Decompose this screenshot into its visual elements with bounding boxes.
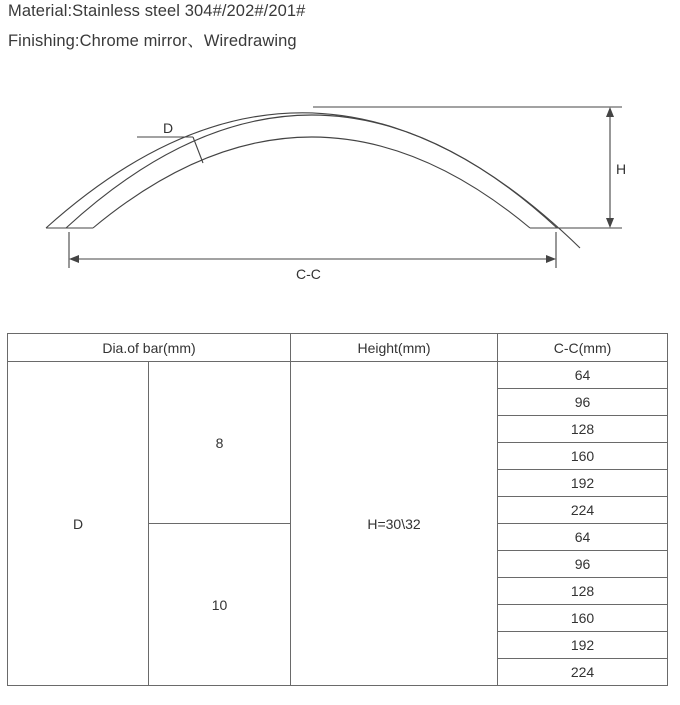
- cc-cell: 192: [498, 470, 668, 497]
- cc-cell: 96: [498, 389, 668, 416]
- dia-cell: 10: [149, 524, 291, 686]
- handle-drawing: [0, 85, 680, 295]
- header-dia: Dia.of bar(mm): [8, 334, 291, 362]
- cc-cell: 224: [498, 497, 668, 524]
- cc-cell: 96: [498, 551, 668, 578]
- d-section-line: [193, 137, 203, 163]
- cc-cell: 128: [498, 578, 668, 605]
- handle-outer-arc: [46, 113, 580, 248]
- cc-cell: 128: [498, 416, 668, 443]
- handle-middle-arc: [66, 115, 557, 228]
- cc-cell: 160: [498, 605, 668, 632]
- header-height: Height(mm): [291, 334, 498, 362]
- cc-cell: 192: [498, 632, 668, 659]
- h-arrow-bottom: [606, 218, 614, 228]
- height-cell: H=30\32: [291, 362, 498, 686]
- finishing-spec: Finishing:Chrome mirror、Wiredrawing: [8, 32, 297, 50]
- d-label: D: [163, 120, 174, 136]
- cc-cell: 160: [498, 443, 668, 470]
- h-arrow-top: [606, 107, 614, 117]
- table-row: [8, 362, 668, 389]
- handle-inner-arc: [93, 137, 530, 228]
- d-cell: D: [8, 362, 149, 686]
- h-label: H: [616, 161, 627, 177]
- cc-cell: 64: [498, 524, 668, 551]
- material-spec: Material:Stainless steel 304#/202#/201#: [8, 2, 306, 20]
- cc-label: C-C: [296, 266, 321, 282]
- spec-table: [7, 333, 668, 686]
- dia-cell: 8: [149, 362, 291, 524]
- cc-cell: 64: [498, 362, 668, 389]
- cc-arrow-left: [69, 255, 79, 263]
- header-cc: C-C(mm): [498, 334, 668, 362]
- cc-cell: 224: [498, 659, 668, 686]
- table-header-row: [8, 334, 668, 362]
- cc-arrow-right: [546, 255, 556, 263]
